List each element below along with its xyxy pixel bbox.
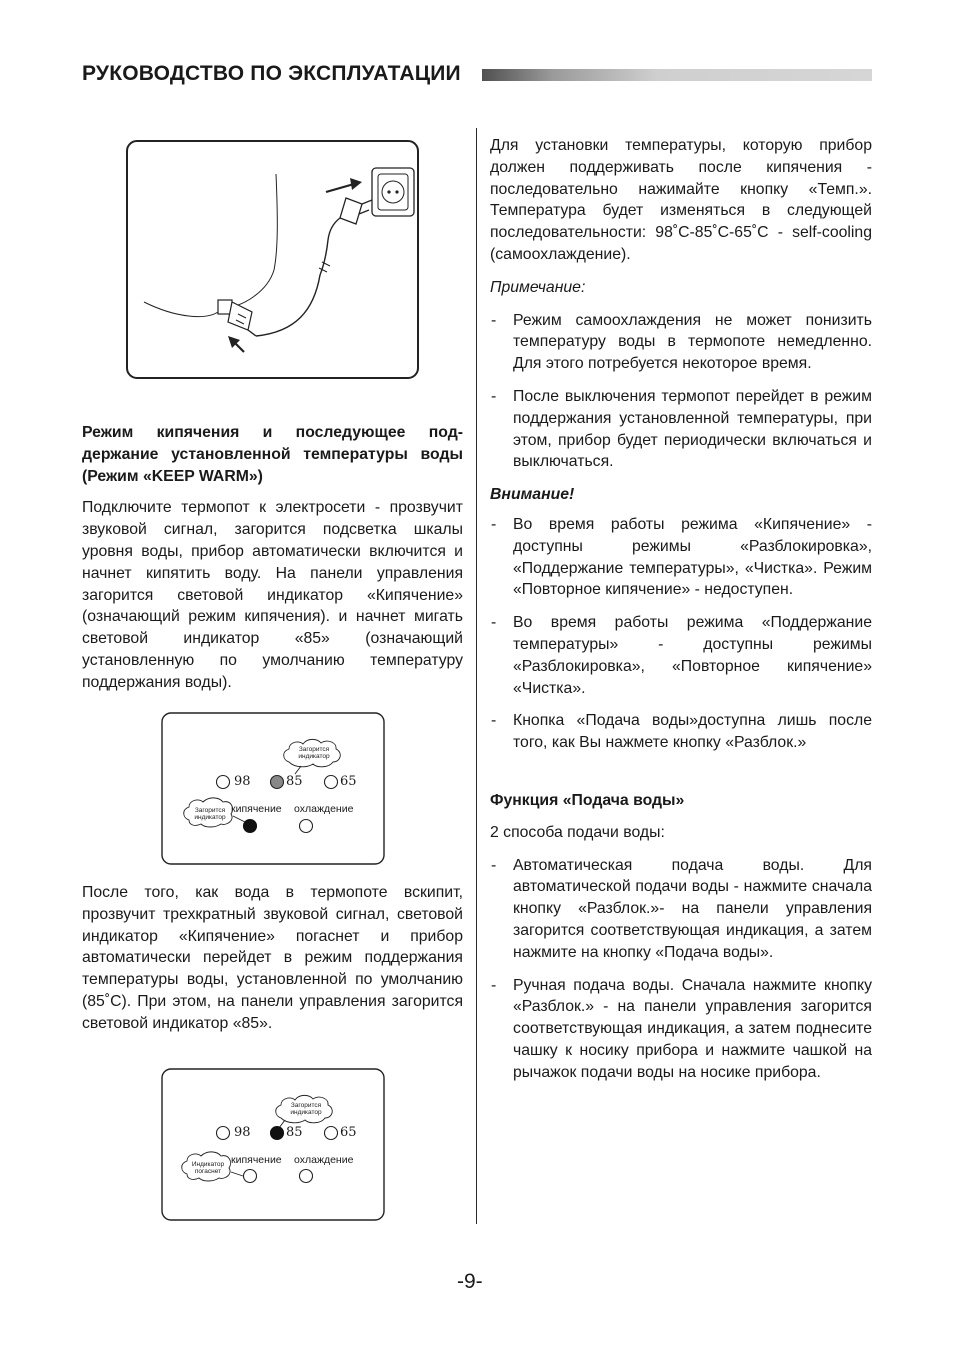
power-connection-illustration bbox=[126, 140, 419, 379]
control-panel-diagram-keep-warm bbox=[161, 1068, 385, 1221]
keep-warm-heading: Режим кипячения и последующее под-держание установленной температуры воды (Режим «KEEP WARM») bbox=[82, 424, 463, 485]
cloud-top-text: Загорится индикатор bbox=[298, 746, 330, 760]
left-column-lower bbox=[82, 882, 463, 1046]
list-item: - Ручная подача воды. Сначала нажмите кнопку «Разблок.» - на панели управления загорится соответствующая индикация, а затем поднесите чашку к носику прибора и нажмите чашкой на рычажок подачи воды на носике прибора. bbox=[490, 975, 872, 1084]
page-title: РУКОВОДСТВО ПО ЭКСПЛУАТАЦИИ bbox=[82, 60, 465, 88]
list-item: - Режим самоохлаждения не может понизить температуру воды в термопоте немедленно. Для этого потребуется некоторое время. bbox=[490, 310, 872, 375]
left-column bbox=[82, 422, 463, 705]
temp-98-label: 98 bbox=[234, 1125, 251, 1140]
list-item: - Кнопка «Подача воды»доступна лишь после того, как Вы нажмете кнопку «Разблок.» bbox=[490, 710, 872, 754]
list-item: - Во время работы режима «Поддержание температуры» - доступны режимы «Разблокировка», «Повторное кипячение» «Чистка». bbox=[490, 612, 872, 699]
note-label: Примечание: bbox=[490, 278, 586, 296]
temperature-setting-paragraph: Для установки температуры, которую прибор должен поддерживать после кипячения - последовательно нажимайте кнопку «Темп.». Температура будет изменяться в следующей последовательности: 98˚C-85˚C-65˚C - self-cooling (самоохлаждение). bbox=[490, 137, 872, 263]
water-supply-heading: Функция «Подача воды» bbox=[490, 791, 685, 809]
water-supply-list bbox=[490, 855, 872, 1084]
water-supply-intro: 2 способа подачи воды: bbox=[490, 823, 665, 841]
list-item: - После выключения термопот перейдет в режим поддержания установленной температуры, при этом, прибор будет периодически включаться и выключаться. bbox=[490, 386, 872, 473]
temp-85-label: 85 bbox=[286, 1125, 303, 1140]
temp-85-label: 85 bbox=[286, 774, 303, 789]
keep-warm-paragraph-1: Подключите термопот к электросети - прозвучит звуковой сигнал, загорится подсветка шкалы уровня воды, прибор автоматически включится и начнет кипятить воду. На панели управления загорится световой индикатор «Кипячение» (означающий режим кипячения). и начнет мигать световой индикатор «85» (означающий установленную по умолчанию температуру поддержания воды). bbox=[82, 499, 463, 691]
column-divider bbox=[476, 128, 477, 1224]
attention-label: Внимание! bbox=[490, 486, 575, 504]
header-gradient-bar bbox=[482, 69, 872, 81]
temp-98-label: 98 bbox=[234, 774, 251, 789]
list-item: - Автоматическая подача воды. Для автоматической подачи воды - нажмите сначала кнопку «Разблок.»- на панели управления загорится соответствующая индикация, а затем нажмите на кнопку «Подача воды». bbox=[490, 855, 872, 964]
temp-65-label: 65 bbox=[340, 1125, 357, 1140]
keep-warm-paragraph-2: После того, как вода в термопоте вскипит, прозвучит трехкратный звуковой сигнал, световой индикатор «Кипячение» погаснет и прибор автоматически перейдет в режим поддержания температуры воды, установленной по умолчанию (85˚C). При этом, на панели управления загорится световой индикатор «85». bbox=[82, 884, 463, 1032]
attention-list bbox=[490, 514, 872, 754]
list-item: - Во время работы режима «Кипячение» - доступны режимы «Разблокировка», «Поддержание температуры», «Чистка». Режим «Повторное кипячение» - недоступен. bbox=[490, 514, 872, 601]
page-number: -9- bbox=[457, 1270, 483, 1293]
cloud-left-text: Загорится индикатор bbox=[194, 807, 226, 821]
boil-indicator-label: кипячение bbox=[231, 1154, 282, 1166]
right-column bbox=[490, 135, 872, 1094]
temp-65-label: 65 bbox=[340, 774, 357, 789]
cool-indicator-label: охлаждение bbox=[294, 803, 354, 815]
note-list bbox=[490, 310, 872, 474]
cloud-top-text: Загорится индикатор bbox=[290, 1102, 322, 1116]
cloud-left-text: Индикатор погаснет bbox=[191, 1161, 225, 1175]
control-panel-diagram-boiling bbox=[161, 712, 385, 865]
boil-indicator-label: кипячение bbox=[231, 803, 282, 815]
page-header bbox=[82, 60, 872, 88]
cool-indicator-label: охлаждение bbox=[294, 1154, 354, 1166]
